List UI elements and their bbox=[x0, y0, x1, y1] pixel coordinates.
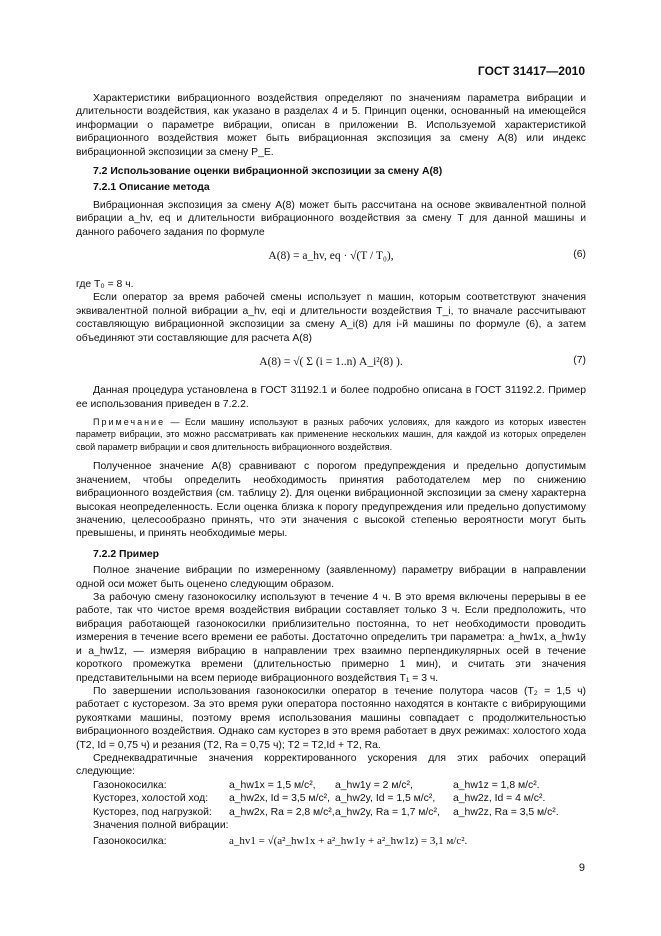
x-value: a_hw2x, Id = 3,5 м/с², bbox=[229, 793, 330, 805]
t0-definition: где T₀ = 8 ч. bbox=[76, 279, 134, 291]
note-label: Примечание bbox=[93, 416, 166, 427]
y-value: a_hw1y = 2 м/с², bbox=[335, 779, 413, 791]
y-value: a_hw2y, Id = 1,5 м/с², bbox=[335, 793, 436, 805]
hedge-trimmer-paragraph: По завершении использования газонокосилки оператор в течение полутора часов (T₂ = 1,5 ч) работает с кусторезом. За это время руки оператора постоянно находятся в контакте с вибрирующими рукоятками машины, поэтому время использования машины совпадает с продолжительностью вибрационного воздействия. Однако сам кусторез в это время работает в двух режимах: холостого хода (T2, Id = 0,75 ч) и резания (T2, Ra = 0,75 ч); T2 = T2,Id + T2, Ra. bbox=[76, 685, 586, 751]
row-label: Газонокосилка: bbox=[93, 779, 167, 791]
note-text: — Если машину используют в разных рабочих условиях, для каждого из которых известен параметр вибрации, это можно рассматривать как применение нескольких машин, для каждой из которых определен свой параметр вибрации и своя длительность вибрационного воздействия. bbox=[76, 416, 586, 452]
section-7-2-1-heading: 7.2.1 Описание метода bbox=[93, 182, 210, 194]
section-7-2-heading: 7.2 Использование оценки вибрационной экспозиции за смену A(8) bbox=[93, 166, 443, 178]
total-vibration-heading: Значения полной вибрации: bbox=[93, 819, 229, 831]
multi-machine-paragraph: Если оператор за время рабочей смены использует n машин, которым соответствуют значения эквивалентной полной вибрации a_hv, eqi и длительности воздействия T_i, то вначале рассчитывают составляющую вибрационной экспозиции за смену A_i(8) для i-й машины по формуле (6), а затем объединяют эти составляющие для расчета A(8) bbox=[76, 292, 586, 344]
method-paragraph: Вибрационная экспозиция за смену A(8) может быть рассчитана на основе эквивалентной полной вибрации a_hv, eq и длительности вибрационного воздействия за смену T для данной машины и данного рабочего задания по формуле bbox=[76, 199, 586, 238]
formula-7 bbox=[76, 350, 586, 380]
y-value: a_hw2y, Ra = 1,7 м/с², bbox=[335, 806, 440, 818]
formula-7-number: (7) bbox=[573, 355, 586, 367]
formula-7-expression: A(8) = √( Σ (i = 1..n) A_i²(8) ). bbox=[259, 356, 403, 369]
comparison-paragraph: Полученное значение A(8) сравнивают с порогом предупреждения и предельно допустимым значением, чтобы определить необходимость принятия работодателем мер по снижению вибрационного воздействия (см. таблицу 2). Для оценки вибрационной экспозиции за смену характерна высокая неопределенность. Если оценка близка к порогу предупреждения или предельно допустимому значению, целесообразно принять, что эти значения с высокой степенью вероятности могут быть превышены, и принять необходимые меры. bbox=[76, 461, 586, 540]
z-value: a_hw1z = 1,8 м/с². bbox=[453, 779, 540, 791]
row-label: Кусторез, холостой ход: bbox=[93, 793, 209, 805]
total-row-formula: a_hv1 = √(a²_hw1x + a²_hw1y + a²_hw1z) = 3,1 м/с². bbox=[229, 835, 468, 848]
row-label: Кусторез, под нагрузкой: bbox=[93, 806, 212, 818]
total-vibration-row bbox=[93, 835, 586, 848]
document-body bbox=[76, 92, 586, 849]
procedure-paragraph: Данная процедура установлена в ГОСТ 31192.1 и более подробно описана в ГОСТ 31192.2. Пример ее использования приведен в 7.2.2. bbox=[76, 385, 586, 410]
document-header-id: ГОСТ 31417—2010 bbox=[477, 64, 585, 78]
rms-intro-paragraph: Среднеквадратичные значения корректированного ускорения для этих рабочих операций следующие: bbox=[76, 752, 586, 778]
section-7-2-2-heading: 7.2.2 Пример bbox=[93, 548, 160, 560]
mower-paragraph: За рабочую смену газонокосилку используют в течение 4 ч. В это время включены перерывы в ее работе, так что чистое время воздействия вибрации составляет только 3 ч. Если предположить, что вибрация работающей газонокосилки приблизительно постоянна, то нет необходимости проводить измерения в течение всего времени ее работы. Достаточно определить три параметра: a_hw1x, a_hw1y и a_hw1z, — измеряя вибрацию в направлении трех взаимно перпендикулярных осей в течение короткого промежутка времени (длительностью примерно 1 мин), и считать эти значения представительными на всем периоде вибрационного воздействия T₁ = 3 ч. bbox=[76, 592, 586, 684]
example-intro-paragraph: Полное значение вибрации по измеренному (заявленному) параметру вибрации в направлении одной оси может быть оценено следующим образом. bbox=[76, 565, 586, 590]
formula-6 bbox=[76, 244, 586, 274]
total-row-label: Газонокосилка: bbox=[93, 836, 167, 848]
note-block bbox=[76, 416, 586, 454]
x-value: a_hw1x = 1,5 м/с², bbox=[229, 779, 316, 791]
formula-6-expression: A(8) = a_hv, eq · √(T / T₀), bbox=[268, 250, 394, 263]
z-value: a_hw2z, Ra = 3,5 м/с². bbox=[453, 806, 559, 818]
z-value: a_hw2z, Id = 4 м/с². bbox=[453, 793, 546, 805]
formula-6-number: (6) bbox=[573, 249, 586, 261]
intro-paragraph: Характеристики вибрационного воздействия определяют по значениям параметра вибрации и длительности воздействия, как указано в разделах 4 и 5. Принцип оценки, основанный на имеющейся информации о параметре вибрации, описан в приложении В. Используемой характеристикой вибрационного воздействия может быть вибрационная экспозиция за смену A(8) или индекс вибрационной экспозиции за смену P_E. bbox=[76, 93, 586, 158]
page-number: 9 bbox=[578, 862, 585, 874]
x-value: a_hw2x, Ra = 2,8 м/с², bbox=[229, 806, 335, 818]
acceleration-values-grid bbox=[93, 779, 586, 819]
